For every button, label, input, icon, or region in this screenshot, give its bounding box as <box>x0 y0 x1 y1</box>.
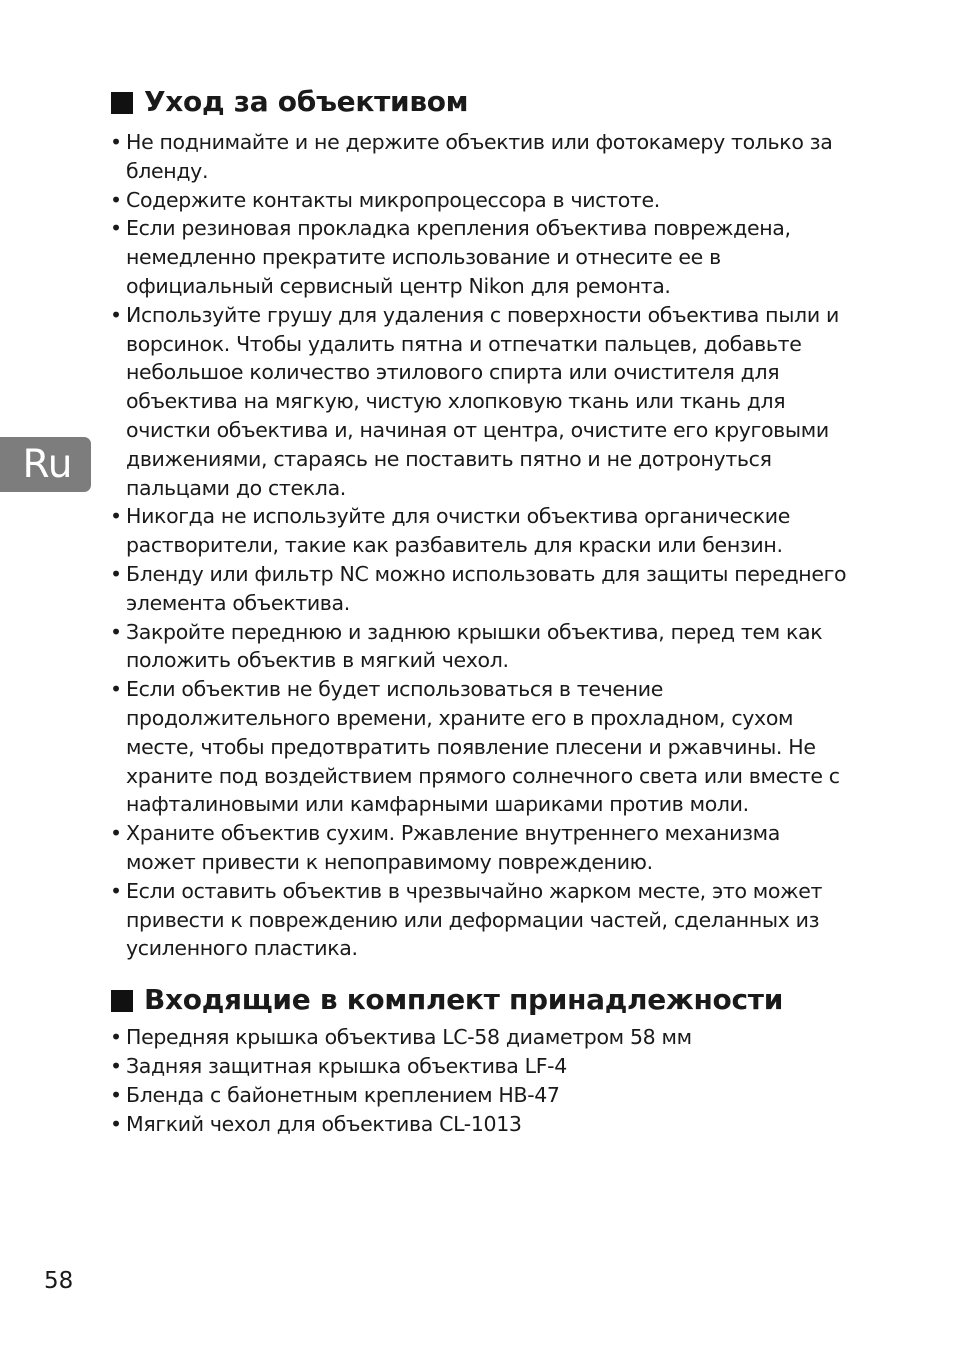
bullet-dot-icon: • <box>110 1053 122 1078</box>
section-lens-care <box>108 82 848 963</box>
list-item-text: Никогда не используйте для очистки объектива органические растворители, такие как разбавитель для краски или бензин. <box>126 504 790 558</box>
list-item-text: Не поднимайте и не держите объектив или фотокамеру только за бленду. <box>126 130 833 183</box>
list-item <box>108 560 848 618</box>
list-item <box>108 1110 848 1139</box>
square-bullet-icon <box>111 990 133 1012</box>
list-item <box>108 618 848 676</box>
list-item-text: Содержите контакты микропроцессора в чистоте. <box>126 187 660 212</box>
list-item <box>108 819 848 877</box>
bullet-dot-icon: • <box>110 130 122 154</box>
list-item-text: Если оставить объектив в чрезвычайно жарком месте, это может привести к повреждению или деформации частей, сделанных из усиленного пластика. <box>126 878 823 961</box>
section-supplied-accessories <box>108 980 848 1138</box>
list-item <box>108 675 848 819</box>
section-heading <box>108 980 848 1020</box>
list-item-text: Мягкий чехол для объектива CL-1013 <box>126 1111 522 1136</box>
list-item <box>108 1081 848 1110</box>
list-item <box>108 128 848 186</box>
list-item <box>108 301 848 503</box>
bullet-dot-icon: • <box>110 504 122 529</box>
bullet-dot-icon: • <box>110 1111 122 1136</box>
section-title: Входящие в комплект принадлежности <box>144 983 784 1017</box>
list-item-text: Бленда с байонетным креплением HB-47 <box>126 1082 560 1107</box>
list-item <box>108 877 848 963</box>
bullet-dot-icon: • <box>110 1082 122 1107</box>
section-title: Уход за объективом <box>144 85 469 118</box>
list-item-text: Если резиновая прокладка крепления объектива повреждена, немедленно прекратите использование и отнесите ее в официальный сервисный центр Nikon для ремонта. <box>126 216 791 298</box>
bullet-dot-icon: • <box>110 561 122 586</box>
list-item-text: Используйте грушу для удаления с поверхности объектива пыли и ворсинок. Чтобы удалить пятна и отпечатки пальцев, добавьте небольшое количество этилового спирта или очистителя для объектива на мягкую, чистую хлопковую ткань или ткань для очистки объектива и, начиная от центра, очистите его круговыми движениями, стараясь не поставить пятно и не дотронуться пальцами до стекла. <box>126 302 839 500</box>
list-item-text: Задняя защитная крышка объектива LF-4 <box>126 1053 567 1078</box>
language-tab: Ru <box>0 437 91 492</box>
bullet-dot-icon: • <box>110 1025 122 1050</box>
list-item-text: Бленду или фильтр NC можно использовать для защиты переднего элемента объектива. <box>126 561 847 615</box>
list-item <box>108 214 848 300</box>
list-item <box>108 186 848 215</box>
list-item-text: Если объектив не будет использоваться в течение продолжительного времени, храните его в прохладном, сухом месте, чтобы предотвратить появление плесени и ржавчины. Не храните под воздействием прямого солнечного света или вместе с нафталиновыми или камфарными шариками против моли. <box>126 677 840 817</box>
list-item <box>108 1023 848 1052</box>
bullet-dot-icon: • <box>110 216 122 241</box>
bullet-dot-icon: • <box>110 302 122 327</box>
bullet-dot-icon: • <box>110 878 122 903</box>
list-item <box>108 502 848 560</box>
bullet-list <box>108 128 848 963</box>
bullet-dot-icon: • <box>110 187 122 212</box>
list-item-text: Храните объектив сухим. Ржавление внутреннего механизма может привести к непоправимому повреждению. <box>126 821 780 874</box>
bullet-dot-icon: • <box>110 619 122 644</box>
square-bullet-icon <box>111 92 133 114</box>
list-item-text: Закройте переднюю и заднюю крышки объектива, перед тем как положить объектив в мягкий чехол. <box>126 619 823 673</box>
page-number: 58 <box>44 1268 74 1294</box>
bullet-dot-icon: • <box>110 821 122 846</box>
list-item-text: Передняя крышка объектива LC-58 диаметром 58 мм <box>126 1025 692 1050</box>
page-content <box>108 82 848 1138</box>
bullet-dot-icon: • <box>110 677 122 702</box>
bullet-list <box>108 1023 848 1138</box>
list-item <box>108 1052 848 1081</box>
section-heading <box>108 82 848 122</box>
